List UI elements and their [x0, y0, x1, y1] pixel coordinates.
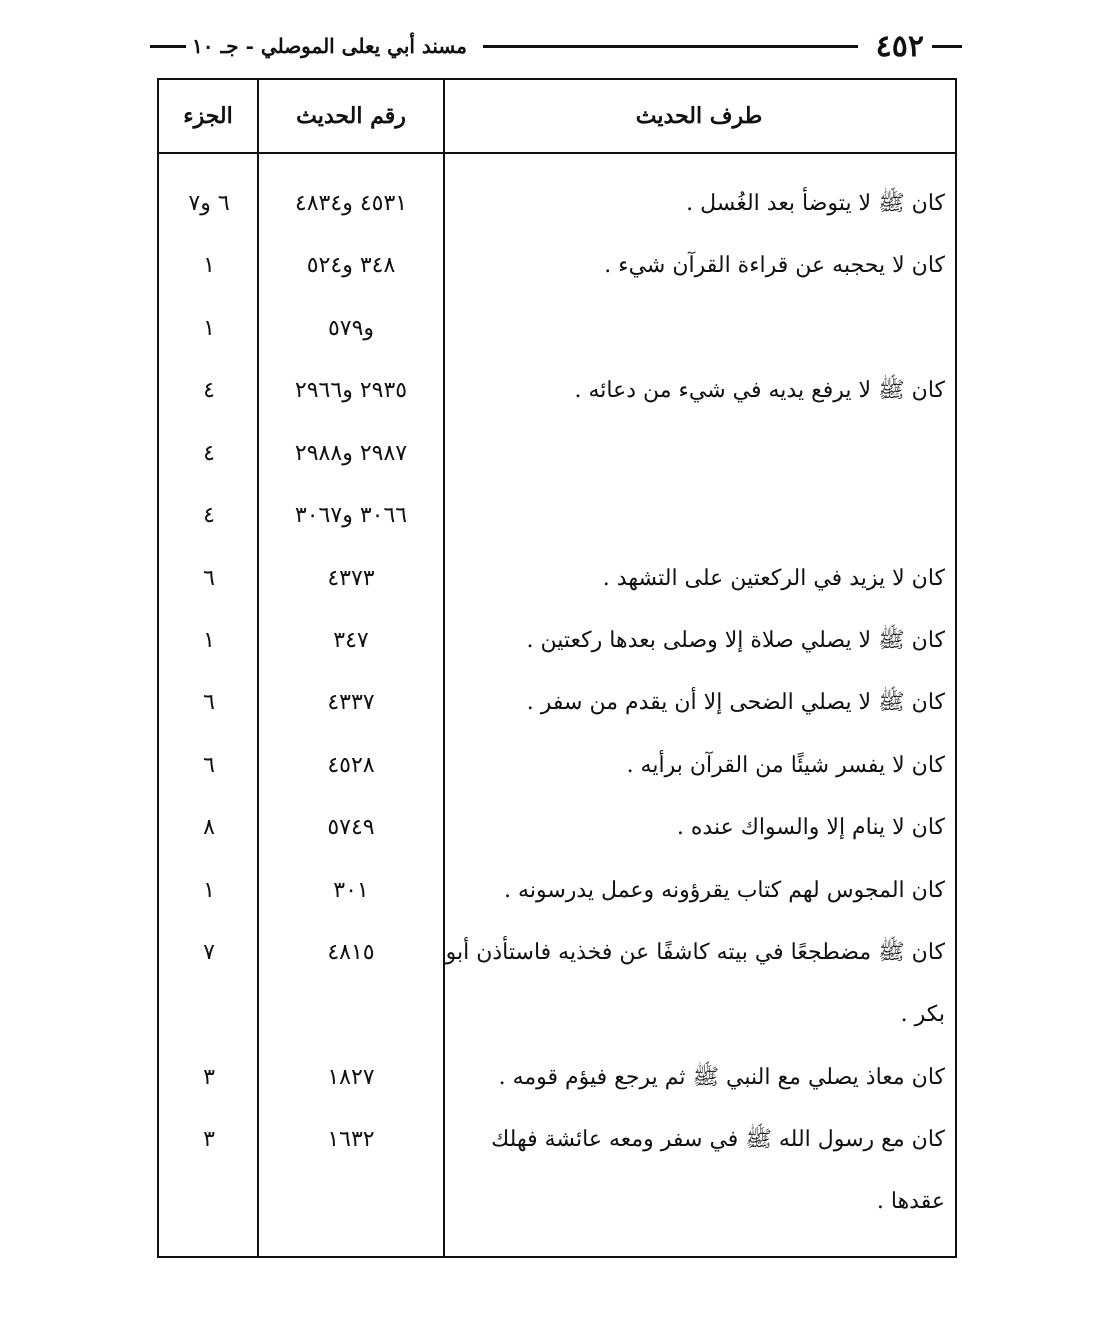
hadith-number: ٢٩٨٧ و٢٩٨٨ [294, 441, 408, 466]
hadith-text: كان لا يفسر شيئًا من القرآن برأيه . [626, 753, 945, 778]
volume-part: ١ [203, 878, 215, 903]
hadith-text: كان لا يحجبه عن قراءة القرآن شيء . [604, 253, 945, 278]
volume-part: ٦ [203, 753, 215, 778]
header-rule-end [150, 45, 186, 48]
hadith-index-table [157, 78, 957, 1258]
hadith-text: كان معاذ يصلي مع النبي ﷺ ثم يرجع فيؤم قومه . [498, 1065, 945, 1090]
hadith-number: ٥٧٤٩ [327, 815, 375, 840]
hadith-text: كان ﷺ لا يصلي الضحى إلا أن يقدم من سفر . [526, 690, 945, 715]
hadith-text-continuation: بكر . [900, 1002, 945, 1027]
hadith-text: كان ﷺ لا يصلي صلاة إلا وصلى بعدها ركعتين . [526, 628, 945, 653]
hadith-text-continuation: عقدها . [876, 1189, 945, 1214]
hadith-number: ٣٤٧ [333, 628, 369, 653]
hadith-number: ٤٨١٥ [327, 940, 375, 965]
volume-part: ١ [203, 316, 215, 341]
volume-part: ٧ [203, 940, 215, 965]
hadith-text: كان مع رسول الله ﷺ في سفر ومعه عائشة فهلك [491, 1127, 945, 1152]
volume-part: ٤ [203, 441, 215, 466]
page-number: ٤٥٢ [875, 28, 924, 64]
page-header [150, 26, 962, 66]
column-header-part: الجزء [183, 103, 233, 129]
volume-part: ١ [203, 628, 215, 653]
hadith-number: ٤٣٣٧ [327, 690, 375, 715]
volume-part: ٦ [203, 566, 215, 591]
hadith-number: ٣٠٦٦ و٣٠٦٧ [294, 503, 408, 528]
volume-part: ٤ [203, 503, 215, 528]
column-header-number: رقم الحديث [296, 103, 406, 129]
book-title: مسند أبي يعلى الموصلي - جـ ١٠ [192, 34, 467, 58]
volume-part: ١ [203, 253, 215, 278]
hadith-number: ١٦٣٢ [327, 1127, 375, 1152]
hadith-number: ٤٥٣١ و٤٨٣٤ [294, 191, 408, 216]
hadith-number: ٣٠١ [333, 878, 369, 903]
hadith-number: و٥٧٩ [327, 316, 375, 341]
volume-part: ٦ [203, 690, 215, 715]
volume-part: ٤ [203, 378, 215, 403]
hadith-number: ٢٩٣٥ و٢٩٦٦ [294, 378, 408, 403]
volume-part: ٨ [203, 815, 215, 840]
header-divider [159, 152, 955, 154]
hadith-text: كان المجوس لهم كتاب يقرؤونه وعمل يدرسونه . [504, 878, 945, 903]
hadith-number: ١٨٢٧ [327, 1065, 375, 1090]
volume-part: ٦ و٧ [188, 191, 230, 216]
hadith-number: ٤٥٢٨ [327, 753, 375, 778]
hadith-text: كان لا ينام إلا والسواك عنده . [676, 815, 945, 840]
hadith-text: كان لا يزيد في الركعتين على التشهد . [602, 566, 945, 591]
header-rule-start [932, 45, 962, 48]
hadith-number: ٤٣٧٣ [327, 566, 375, 591]
volume-part: ٣ [203, 1127, 215, 1152]
hadith-text: كان ﷺ لا يتوضأ بعد الغُسل . [686, 191, 945, 216]
hadith-text: كان ﷺ مضطجعًا في بيته كاشفًا عن فخذيه فاستأذن أبو [445, 940, 945, 965]
volume-part: ٣ [203, 1065, 215, 1090]
header-rule-middle [483, 45, 858, 48]
column-header-text: طرف الحديث [635, 103, 763, 129]
hadith-text: كان ﷺ لا يرفع يديه في شيء من دعائه . [574, 378, 945, 403]
hadith-number: ٣٤٨ و٥٢٤ [306, 253, 396, 278]
